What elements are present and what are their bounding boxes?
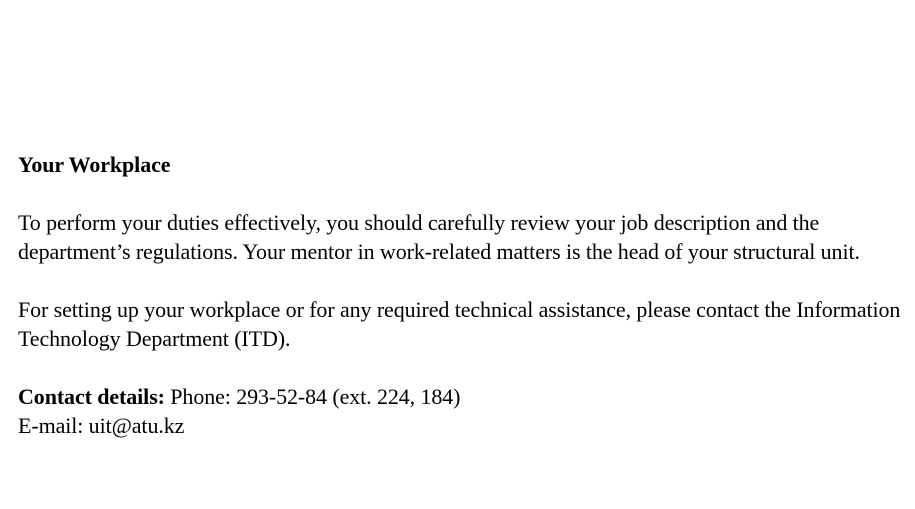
contact-label: Contact details: [18,384,165,409]
paragraph-it-support: For setting up your workplace or for any required technical assistance, please contact the Information Technology Department (ITD). [18,297,901,351]
contact-email: E-mail: uit@atu.kz [18,413,185,438]
contact-phone-line [18,382,908,411]
contact-phone: Phone: 293-52-84 (ext. 224, 184) [164,384,461,409]
contact-block [18,382,908,440]
document-body [18,150,908,440]
section-heading: Your Workplace [18,152,171,177]
paragraph-duties: To perform your duties effectively, you should carefully review your job description and the department’s regulations. Your mentor in work-related matters is the head of your structural unit. [18,210,860,264]
